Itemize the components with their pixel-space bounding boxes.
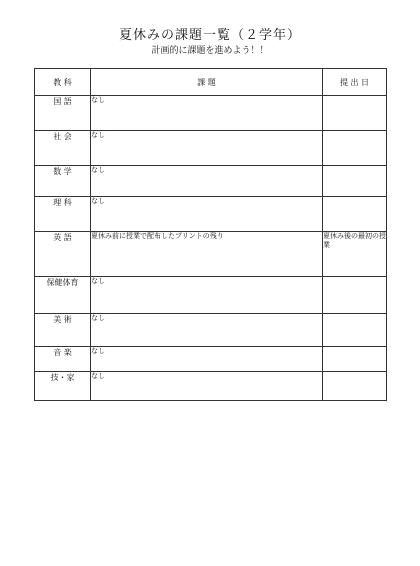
subject-cell: 国 語: [35, 96, 91, 131]
table-row: [35, 372, 387, 401]
task-cell: なし: [91, 347, 323, 372]
page-subtitle: 計画的に課題を進めよう！！: [151, 46, 269, 56]
header-subject: 教 科: [35, 69, 91, 96]
due-cell: [323, 96, 387, 131]
table-row: [35, 131, 387, 166]
subject-cell: 理 科: [35, 197, 91, 232]
due-cell: [323, 347, 387, 372]
subject-cell: 保健体育: [35, 277, 91, 314]
due-cell: [323, 277, 387, 314]
due-cell: 夏休み後の最初の授業: [323, 232, 387, 277]
subject-cell: 音 楽: [35, 347, 91, 372]
table-row: [35, 347, 387, 372]
due-cell: [323, 314, 387, 347]
header-due: 提 出 日: [323, 69, 387, 96]
task-cell: なし: [91, 96, 323, 131]
subject-cell: 数 学: [35, 166, 91, 197]
due-cell: [323, 197, 387, 232]
task-cell: なし: [91, 197, 323, 232]
task-cell: 夏休み前に授業で配布したプリントの残り: [91, 232, 323, 277]
table-header-row: [35, 69, 387, 96]
task-cell: なし: [91, 131, 323, 166]
task-cell: なし: [91, 372, 323, 401]
task-cell: なし: [91, 277, 323, 314]
subject-cell: 英 語: [35, 232, 91, 277]
due-cell: [323, 166, 387, 197]
due-cell: [323, 372, 387, 401]
page-title: 夏休みの課題一覧（２学年）: [118, 28, 301, 43]
table-row: [35, 166, 387, 197]
assignment-table: [34, 68, 387, 401]
table-row: [35, 232, 387, 277]
task-cell: なし: [91, 314, 323, 347]
header-task: 課 題: [91, 69, 323, 96]
table-row: [35, 96, 387, 131]
task-cell: なし: [91, 166, 323, 197]
due-cell: [323, 131, 387, 166]
table-row: [35, 197, 387, 232]
table-row: [35, 314, 387, 347]
subject-cell: 技・家: [35, 372, 91, 401]
table-row: [35, 277, 387, 314]
subject-cell: 社 会: [35, 131, 91, 166]
subject-cell: 美 術: [35, 314, 91, 347]
